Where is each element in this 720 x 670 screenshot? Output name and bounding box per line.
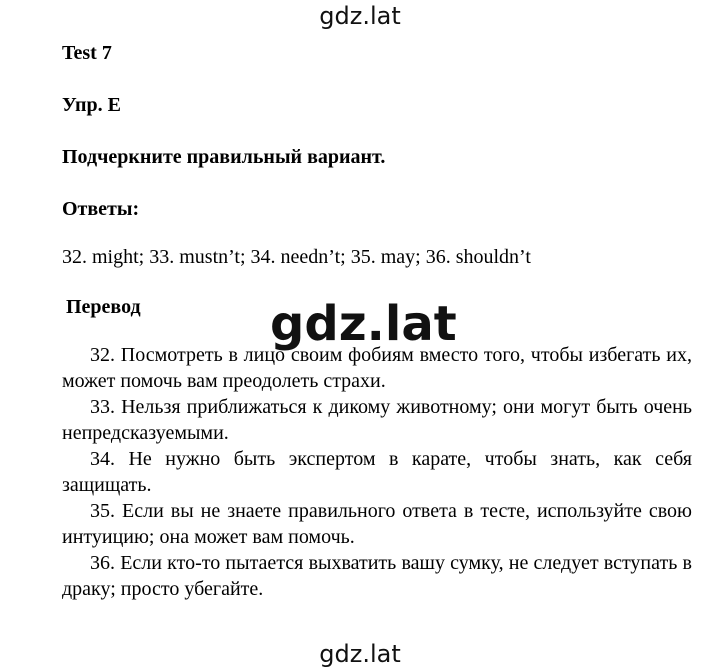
watermark-middle: gdz.lat bbox=[270, 296, 457, 352]
translation-heading: Перевод bbox=[66, 296, 141, 318]
task-instruction: Подчеркните правильный вариант. bbox=[62, 146, 386, 168]
answers-heading: Ответы: bbox=[62, 198, 140, 220]
translation-item-32: 32. Посмотреть в лицо своим фобиям вместо того, чтобы избегать их, может помочь вам преодолеть страхи. bbox=[62, 344, 692, 392]
answers-line: 32. might; 33. mustn’t; 34. needn’t; 35. may; 36. shouldn’t bbox=[62, 246, 531, 268]
translation-item-33: 33. Нельзя приближаться к дикому животному; они могут быть очень непредсказуемыми. bbox=[62, 396, 692, 444]
translation-item-36: 36. Если кто-то пытается выхватить вашу сумку, не следует вступать в драку; просто убегайте. bbox=[62, 552, 692, 600]
exercise-label: Упр. E bbox=[62, 94, 122, 116]
test-title: Test 7 bbox=[62, 42, 112, 64]
watermark-top: gdz.lat bbox=[319, 2, 401, 30]
translation-block bbox=[62, 342, 692, 602]
translation-item-34: 34. Не нужно быть экспертом в карате, чтобы знать, как себя защищать. bbox=[62, 448, 692, 496]
watermark-bottom: gdz.lat bbox=[319, 640, 401, 668]
translation-item-35: 35. Если вы не знаете правильного ответа в тесте, используйте свою интуицию; она может вам помочь. bbox=[62, 500, 692, 548]
